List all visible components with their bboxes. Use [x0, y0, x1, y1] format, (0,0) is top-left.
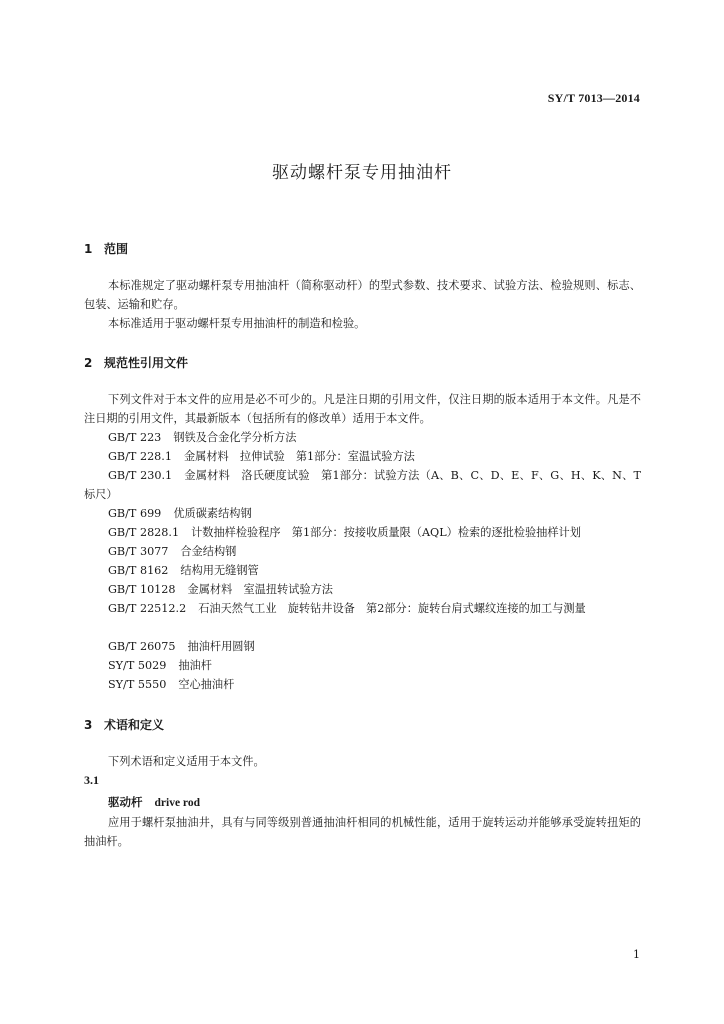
- section-3-number: 3: [84, 718, 93, 732]
- reference-item: [108, 542, 236, 561]
- section-1-paragraph-1: 本标准规定了驱动螺杆泵专用抽油杆（简称驱动杆）的型式参数、技术要求、试验方法、检验规则、标志、包装、运输和贮存。: [84, 279, 641, 311]
- reference-title: 计数抽样检验程序 第1部分：按接收质量限（AQL）检索的逐批检验抽样计划: [191, 526, 581, 539]
- reference-title: 结构用无缝钢管: [180, 564, 259, 577]
- reference-item: [108, 561, 259, 580]
- reference-title: 合金结构钢: [180, 545, 237, 558]
- reference-code: GB/T 26075: [108, 640, 176, 653]
- reference-title: 空心抽油杆: [178, 678, 235, 691]
- section-1-number: 1: [84, 242, 93, 256]
- reference-code: GB/T 699: [108, 507, 162, 520]
- reference-item: [108, 637, 255, 656]
- section-2-number: 2: [84, 356, 93, 370]
- reference-code: GB/T 3077: [108, 545, 169, 558]
- term-english: drive rod: [154, 797, 200, 809]
- reference-title: 钢铁及合金化学分析方法: [173, 431, 297, 444]
- section-1-paragraph-2: 本标准适用于驱动螺杆泵专用抽油杆的制造和检验。: [108, 317, 366, 330]
- reference-code: GB/T 223: [108, 431, 162, 444]
- reference-title: 抽油杆用圆钢: [187, 640, 255, 653]
- document-title: 驱动螺杆泵专用抽油杆: [272, 163, 452, 183]
- page-number: 1: [633, 948, 640, 961]
- reference-code: SY/T 5550: [108, 678, 167, 691]
- reference-item: [108, 656, 212, 675]
- section-3-heading: [84, 716, 164, 733]
- reference-code: GB/T 2828.1: [108, 526, 180, 539]
- reference-item: [108, 675, 234, 694]
- section-3-title: 术语和定义: [104, 718, 165, 732]
- reference-item: [108, 504, 252, 523]
- reference-title: 优质碳素结构钢: [173, 507, 252, 520]
- reference-code: GB/T 8162: [108, 564, 169, 577]
- section-1-title: 范围: [104, 242, 129, 256]
- reference-item: [84, 466, 641, 504]
- reference-code: GB/T 10128: [108, 583, 176, 596]
- reference-title: 石油天然气工业 旋转钻井设备 第2部分：旋转台肩式螺纹连接的加工与测量: [198, 602, 586, 615]
- reference-code: SY/T 5029: [108, 659, 167, 672]
- reference-item: [108, 580, 333, 599]
- standard-code: SY/T 7013—2014: [547, 91, 640, 105]
- reference-title: 金属材料 洛氏硬度试验 第1部分：试验方法（A、B、C、D、E、F、G、H、K、N、T标尺）: [84, 469, 641, 501]
- section-2-intro: 下列文件对于本文件的应用是必不可少的。凡是注日期的引用文件，仅注日期的版本适用于本文件。凡是不注日期的引用文件，其最新版本（包括所有的修改单）适用于本文件。: [84, 393, 641, 425]
- reference-code: GB/T 228.1: [108, 450, 172, 463]
- reference-title: 金属材料 室温扭转试验方法: [187, 583, 333, 596]
- reference-item: [108, 523, 581, 542]
- term-entry: [108, 794, 200, 810]
- section-1-heading: [84, 240, 128, 257]
- section-2-heading: [84, 354, 188, 371]
- reference-code: GB/T 230.1: [108, 469, 173, 482]
- term-definition: 应用于螺杆泵抽油井，具有与同等级别普通抽油杆相同的机械性能，适用于旋转运动并能够承受旋转扭矩的抽油杆。: [84, 816, 641, 848]
- reference-title: 抽油杆: [178, 659, 212, 672]
- reference-item: [108, 428, 296, 447]
- section-3-intro: 下列术语和定义适用于本文件。: [108, 755, 265, 768]
- reference-title: 金属材料 拉伸试验 第1部分：室温试验方法: [183, 450, 415, 463]
- reference-item: [108, 447, 415, 466]
- reference-item: [84, 599, 641, 618]
- term-chinese: 驱动杆: [108, 795, 143, 809]
- section-2-title: 规范性引用文件: [104, 356, 189, 370]
- term-number: 3.1: [84, 773, 99, 787]
- reference-code: GB/T 22512.2: [108, 602, 187, 615]
